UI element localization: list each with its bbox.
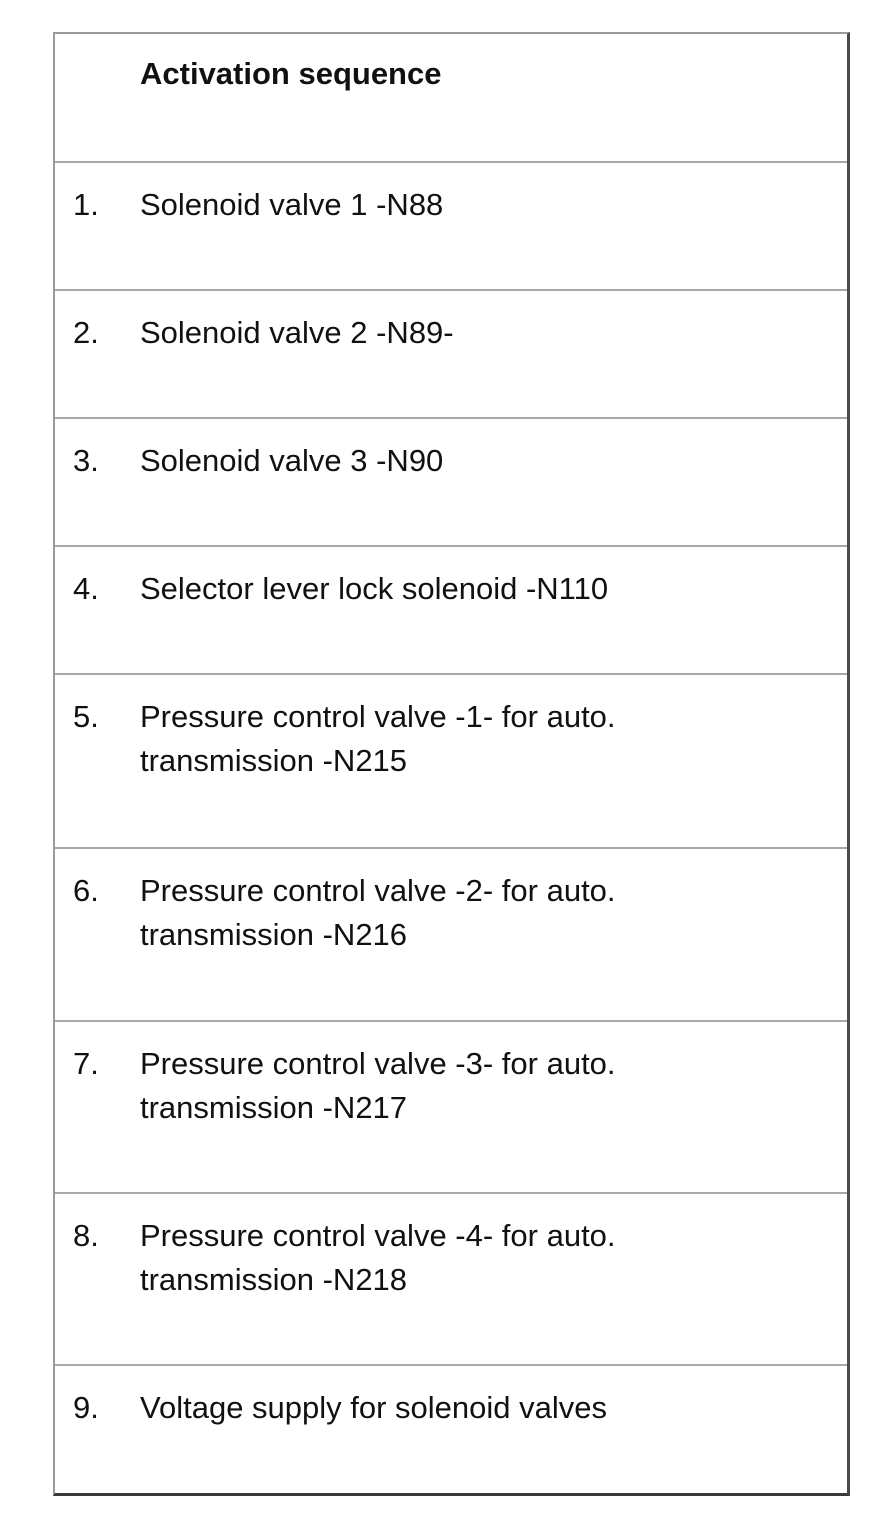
row-text: Selector lever lock solenoid -N110 — [140, 571, 609, 606]
table-row — [55, 163, 847, 291]
table-header-title: Activation sequence — [140, 56, 442, 91]
row-text: Solenoid valve 1 -N88 — [140, 187, 444, 222]
table-row — [55, 419, 847, 547]
table-row — [55, 547, 847, 675]
table-row — [55, 1194, 847, 1366]
row-number: 3. — [73, 443, 99, 478]
activation-sequence-table — [53, 32, 850, 1496]
table-row — [55, 675, 847, 849]
table-row — [55, 291, 847, 419]
row-text: Pressure control valve -3- for auto. transmission -N217 — [140, 1046, 616, 1125]
row-number: 9. — [73, 1390, 99, 1425]
row-number: 7. — [73, 1046, 99, 1081]
table-row — [55, 849, 847, 1022]
row-text: Solenoid valve 3 -N90 — [140, 443, 444, 478]
row-text: Pressure control valve -2- for auto. transmission -N216 — [140, 873, 616, 952]
row-text: Pressure control valve -1- for auto. transmission -N215 — [140, 699, 616, 778]
table-row — [55, 1022, 847, 1194]
row-number: 8. — [73, 1218, 99, 1253]
row-text: Solenoid valve 2 -N89- — [140, 315, 454, 350]
row-number: 5. — [73, 699, 99, 734]
row-number: 1. — [73, 187, 99, 222]
table-header-row — [55, 34, 847, 163]
row-number: 4. — [73, 571, 99, 606]
row-number: 6. — [73, 873, 99, 908]
row-text: Pressure control valve -4- for auto. transmission -N218 — [140, 1218, 616, 1297]
table-row — [55, 1366, 847, 1493]
row-number: 2. — [73, 315, 99, 350]
row-text: Voltage supply for solenoid valves — [140, 1390, 608, 1425]
